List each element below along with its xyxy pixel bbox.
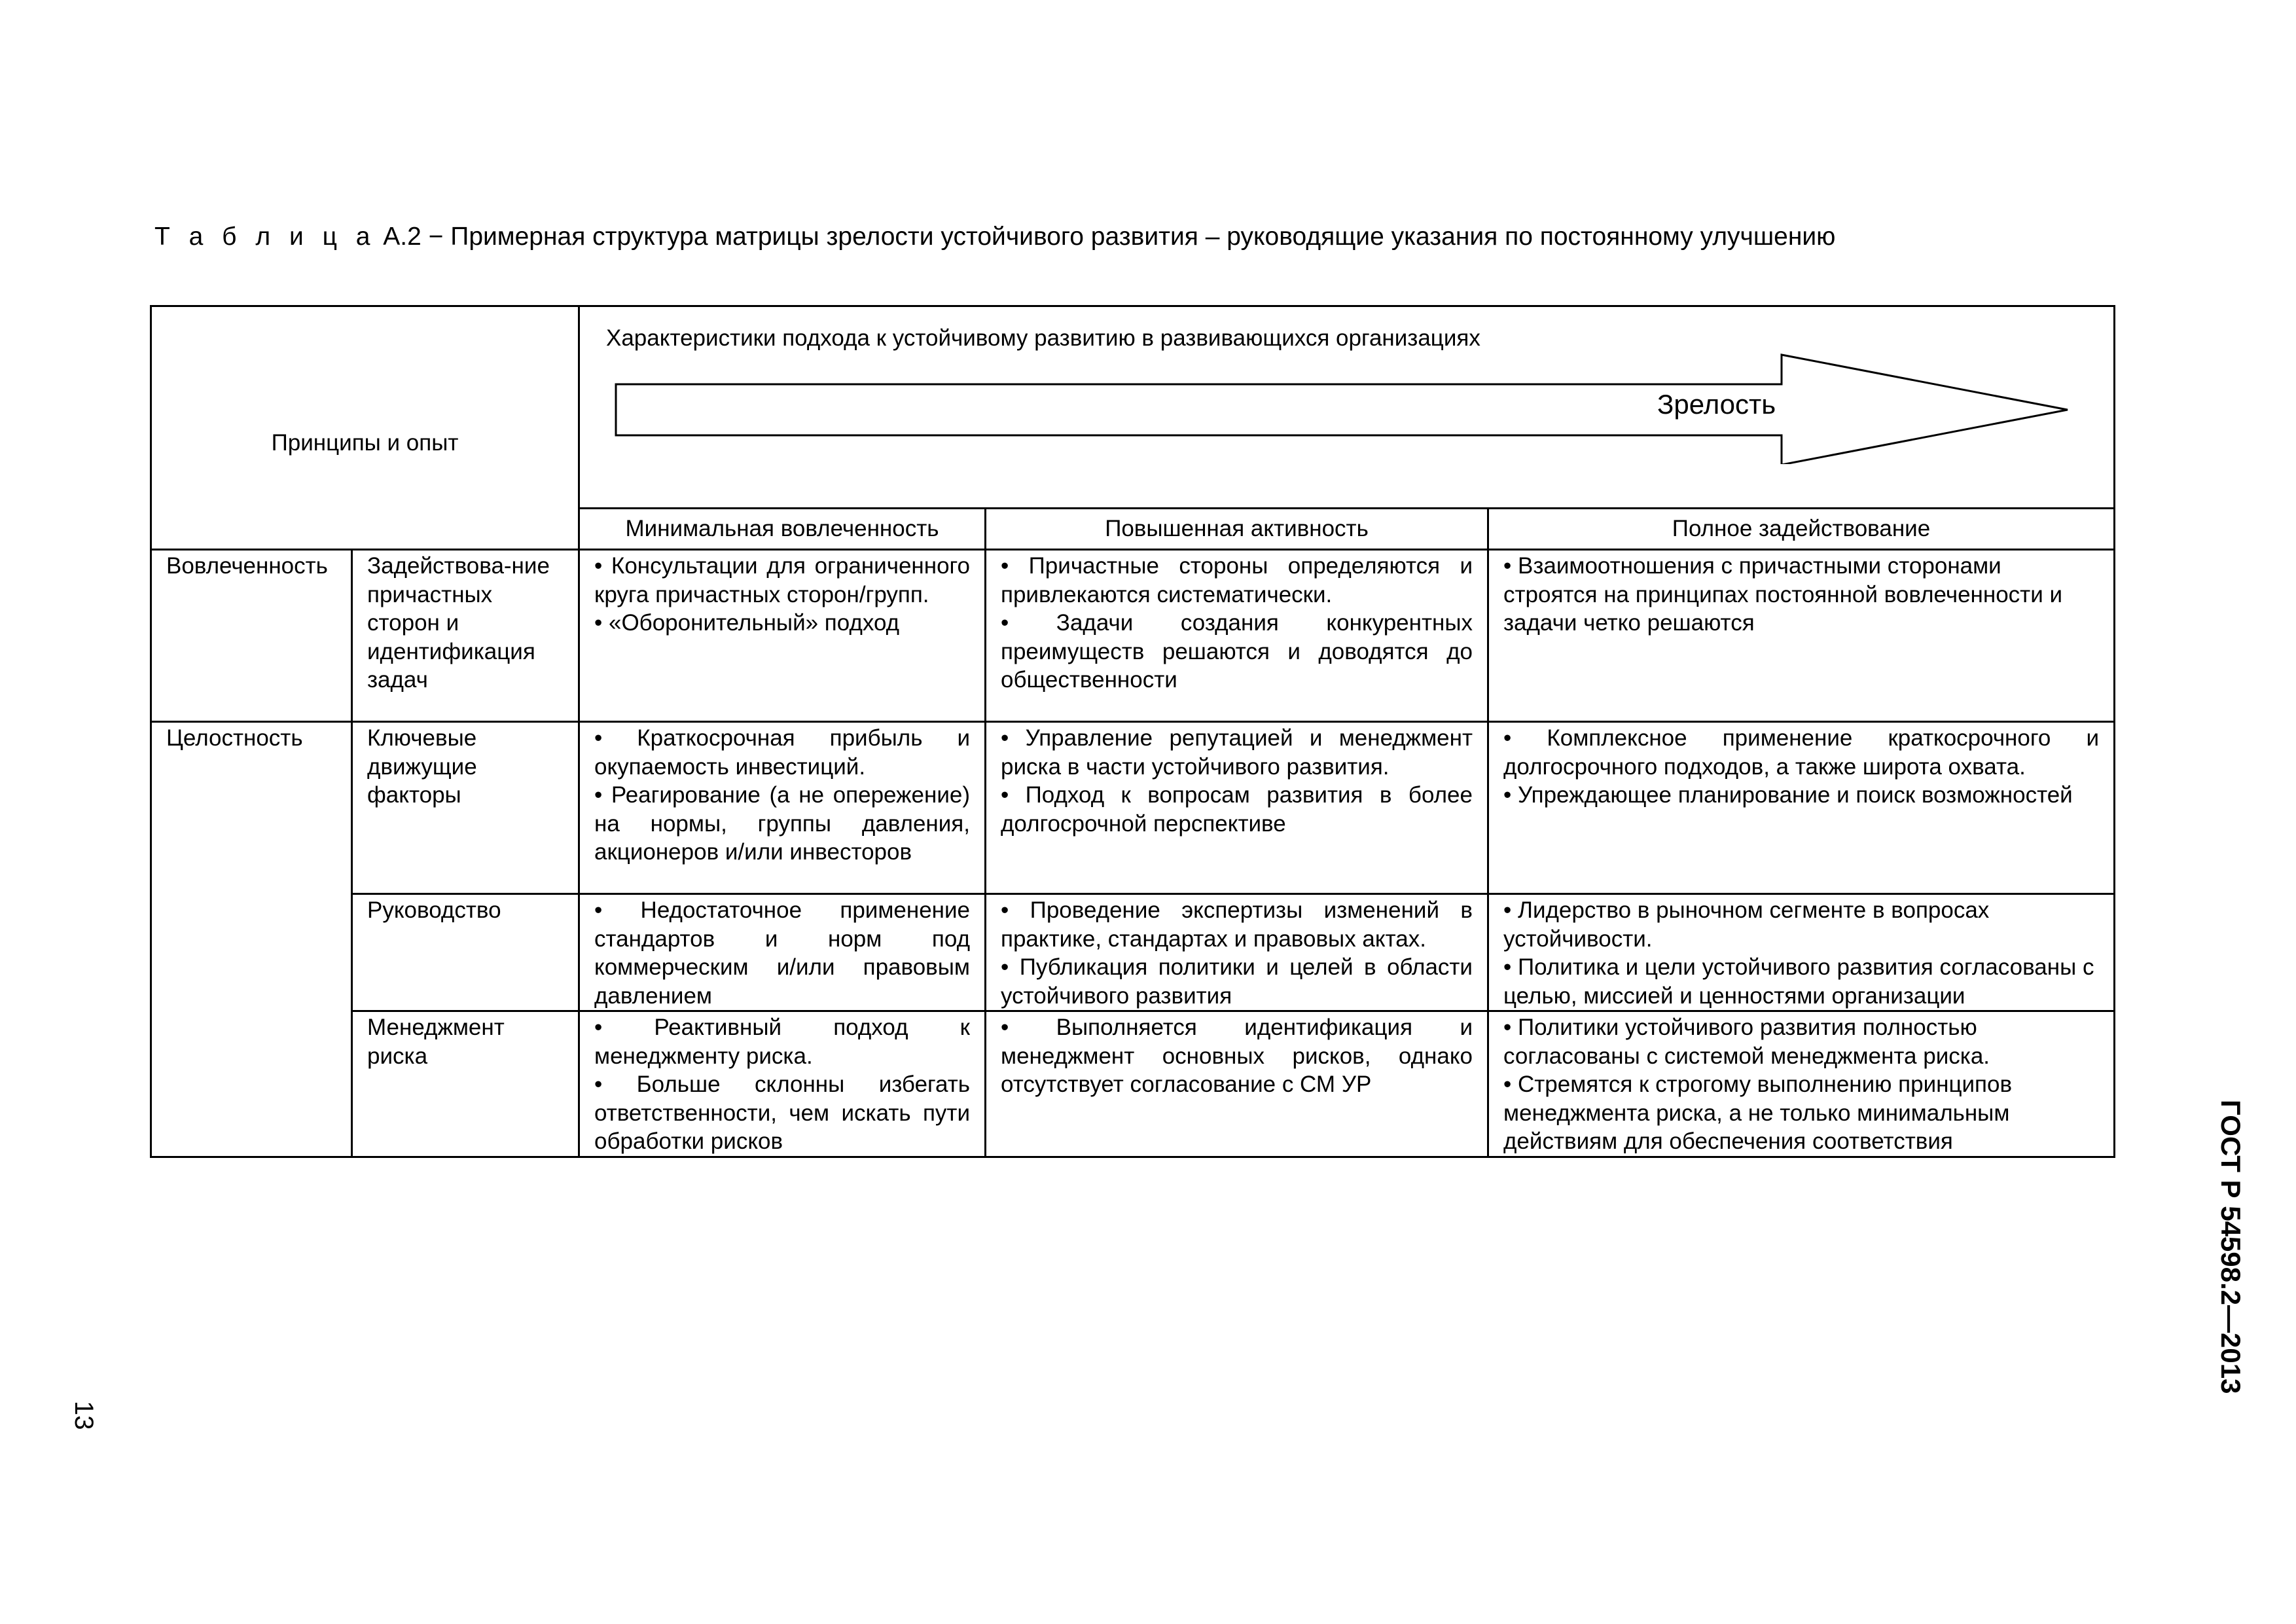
table-row [151, 550, 2115, 722]
table-row [151, 722, 2115, 894]
list-item: • Политики устойчивого развития полностью согласованы с системой менеджмента риска. [1503, 1015, 1990, 1069]
characteristics-header: Характеристики подхода к устойчивому развитию в развивающихся организациях [606, 325, 1480, 351]
aspect-cell: Задействова-ние причастных сторон и идентификация задач [352, 550, 579, 722]
list-item: • Упреждающее планирование и поиск возможностей [1503, 782, 2073, 808]
list-item: • Взаимоотношения с причастными сторонами строятся на принципах постоянной вовлеченности и задачи четко решаются [1503, 553, 2063, 636]
mid-cell [986, 550, 1488, 722]
full-cell [1488, 1011, 2115, 1157]
maturity-arrow-cell [579, 306, 2115, 509]
maturity-matrix-table [150, 305, 2115, 1158]
min-cell [579, 1011, 986, 1157]
list-item: • «Оборонительный» подход [594, 610, 900, 636]
level-minimal: Минимальная вовлеченность [579, 509, 986, 550]
aspect-cell: Ключевые движущие факторы [352, 722, 579, 894]
header-row [151, 306, 2115, 509]
min-cell [579, 550, 986, 722]
caption-prefix: Т а б л и ц а [154, 223, 376, 251]
list-item: • Подход к вопросам развития в более долгосрочной перспективе [1001, 782, 1473, 837]
list-item: • Комплексное применение краткосрочного и долгосрочного подходов, а также широта охвата. [1503, 725, 2099, 780]
list-item: • Консультации для ограниченного круга причастных сторон/групп. [594, 553, 970, 607]
list-item: • Проведение экспертизы изменений в практике, стандартах и правовых актах. [1001, 897, 1473, 952]
list-item: • Управление репутацией и менеджмент риска в части устойчивого развития. [1001, 725, 1473, 780]
list-item: • Стремятся к строгому выполнению принципов менеджмента риска, а не только минимальным действиям для обеспечения соответствия [1503, 1072, 2013, 1154]
mid-cell [986, 894, 1488, 1011]
table-row [151, 894, 2115, 1011]
list-item: • Недостаточное применение стандартов и норм под коммерческим и/или правовым давлением [594, 897, 970, 1009]
mid-cell [986, 722, 1488, 894]
principles-header-cell [151, 306, 579, 550]
maturity-arrow-label: Зрелость [1657, 389, 1776, 420]
list-item: • Публикация политики и целей в области устойчивого развития [1001, 954, 1473, 1009]
list-item: • Краткосрочная прибыль и окупаемость инвестиций. [594, 725, 970, 780]
full-cell [1488, 550, 2115, 722]
full-cell [1488, 722, 2115, 894]
min-cell [579, 722, 986, 894]
caption-number: А.2 [383, 223, 422, 251]
group-cell: Целостность [151, 722, 352, 1157]
group-cell: Вовлеченность [151, 550, 352, 722]
list-item: • Политика и цели устойчивого развития согласованы с целью, миссией и ценностями организации [1503, 954, 2094, 1009]
list-item: • Лидерство в рыночном сегменте в вопросах устойчивости. [1503, 897, 1990, 952]
min-cell [579, 894, 986, 1011]
principles-header: Принципы и опыт [271, 429, 459, 456]
level-full: Полное задействование [1488, 509, 2115, 550]
mid-cell [986, 1011, 1488, 1157]
list-item: • Реагирование (а не опережение) на нормы, группы давления, акционеров и/или инвесторов [594, 782, 970, 865]
table-row [151, 1011, 2115, 1157]
maturity-arrow-icon [580, 307, 2119, 464]
list-item: • Причастные стороны определяются и привлекаются систематически. [1001, 553, 1473, 607]
aspect-cell: Руководство [352, 894, 579, 1011]
level-increased: Повышенная активность [986, 509, 1488, 550]
page-number: 13 [69, 1401, 98, 1430]
list-item: • Выполняется идентификация и менеджмент основных рисков, однако отсутствует согласование с СМ УР [1001, 1015, 1473, 1097]
aspect-cell: Менеджмент риска [352, 1011, 579, 1157]
list-item: • Задачи создания конкурентных преимуществ решаются и доводятся до общественности [1001, 610, 1473, 693]
list-item: • Реактивный подход к менеджменту риска. [594, 1015, 970, 1069]
table-caption [154, 221, 1835, 253]
list-item: • Больше склонны избегать ответственности, чем искать пути обработки рисков [594, 1072, 970, 1154]
caption-text: − Примерная структура матрицы зрелости устойчивого развития – руководящие указания по постоянному улучшению [428, 223, 1836, 251]
full-cell [1488, 894, 2115, 1011]
standard-designation: ГОСТ Р 54598.2—2013 [2215, 1100, 2246, 1394]
